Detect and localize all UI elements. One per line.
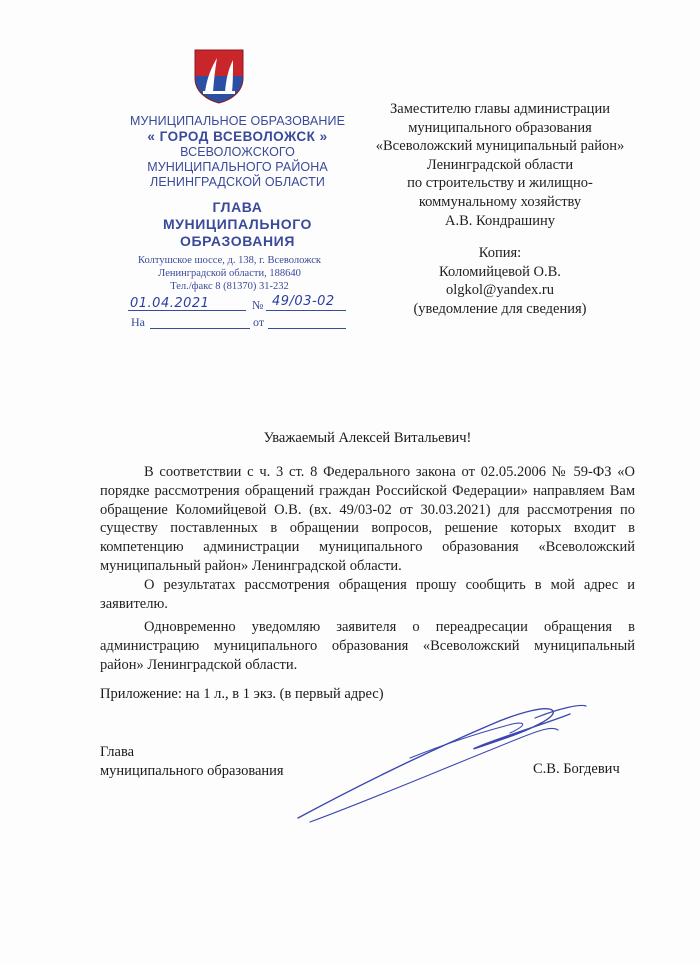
letterhead-head: ГЛАВА xyxy=(212,199,263,215)
letterhead-line: ВСЕВОЛОЖСКОГО xyxy=(180,145,295,159)
attachment-note: Приложение: на 1 л., в 1 экз. (в первый адрес) xyxy=(100,686,384,702)
letterhead-address xyxy=(122,254,337,293)
letterhead-line: МУНИЦИПАЛЬНОГО РАЙОНА xyxy=(147,160,328,174)
body-paragraph: Одновременно уведомляю заявителя о переадресации обращения в администрацию муниципального образования «Всеволожский муниципальный район» Ленинградской области. xyxy=(100,619,635,673)
letterhead-city: « ГОРОД ВСЕВОЛОЖСК » xyxy=(147,129,328,144)
on-underline xyxy=(150,328,250,329)
letterhead-head: МУНИЦИПАЛЬНОГО xyxy=(162,216,313,232)
handwritten-number: 49/03-02 xyxy=(272,294,335,309)
phone-line: Тел./факс 8 (81370) 31-232 xyxy=(170,281,289,292)
address-line: Ленинградской области, 188640 xyxy=(158,268,301,279)
handwritten-date: 01.04.2021 xyxy=(130,296,210,311)
signatory-title xyxy=(100,743,284,780)
copy-name: Коломийцевой О.В. xyxy=(439,263,561,280)
letter-body xyxy=(100,463,635,675)
letterhead-head: ОБРАЗОВАНИЯ xyxy=(179,233,295,249)
body-paragraph: О результатах рассмотрения обращения прошу сообщить в мой адрес и заявителю. xyxy=(100,576,635,612)
addressee-line: Заместителю главы администрации xyxy=(390,101,610,117)
letterhead-line: МУНИЦИПАЛЬНОЕ ОБРАЗОВАНИЕ xyxy=(129,114,346,128)
addressee-line: коммунальному хозяйству xyxy=(418,193,582,210)
from-underline xyxy=(268,328,346,329)
addressee-line: А.В. Кондрашину xyxy=(445,212,555,229)
copy-email: olgkol@yandex.ru xyxy=(446,282,554,299)
letterhead-line: ЛЕНИНГРАДСКОЙ ОБЛАСТИ xyxy=(150,175,325,189)
coat-of-arms-icon xyxy=(193,48,245,104)
copy-block xyxy=(340,244,660,318)
number-label: № xyxy=(252,298,264,312)
salutation: Уважаемый Алексей Витальевич! xyxy=(263,430,472,446)
addressee-line: муниципального образования xyxy=(408,119,592,136)
copy-note: (уведомление для сведения) xyxy=(413,300,587,317)
from-label: от xyxy=(253,315,265,329)
addressee-line: по строительству и жилищно- xyxy=(407,175,593,192)
addressee-block xyxy=(340,100,660,230)
signatory-title-line: муниципального образования xyxy=(100,762,284,779)
on-label: На xyxy=(131,315,145,329)
signatory-name: С.В. Богдевич xyxy=(533,761,620,777)
address-line: Колтушское шоссе, д. 138, г. Всеволожск xyxy=(138,255,321,266)
addressee-line: Ленинградской области xyxy=(426,156,574,173)
copy-label: Копия: xyxy=(478,245,522,261)
body-paragraph: В соответствии с ч. 3 ст. 8 Федерального закона от 02.05.2006 № 59-ФЗ «О порядке рассмотрения обращений граждан Российской Федерации» направляем Вам обращение Коломийцевой О.В. (вх. 49/03-02 от 30.03.2021) для рассмотрения по существу поставленных в обращении вопросов, решение которых входит в компетенцию администрации муниципального образования «Всеволожский муниципальный район» Ленинградской области. xyxy=(100,464,635,574)
signatory-title-line: Глава xyxy=(100,744,135,760)
addressee-line: «Всеволожский муниципальный район» xyxy=(375,138,625,155)
number-underline xyxy=(266,310,346,311)
letterhead xyxy=(110,114,365,250)
